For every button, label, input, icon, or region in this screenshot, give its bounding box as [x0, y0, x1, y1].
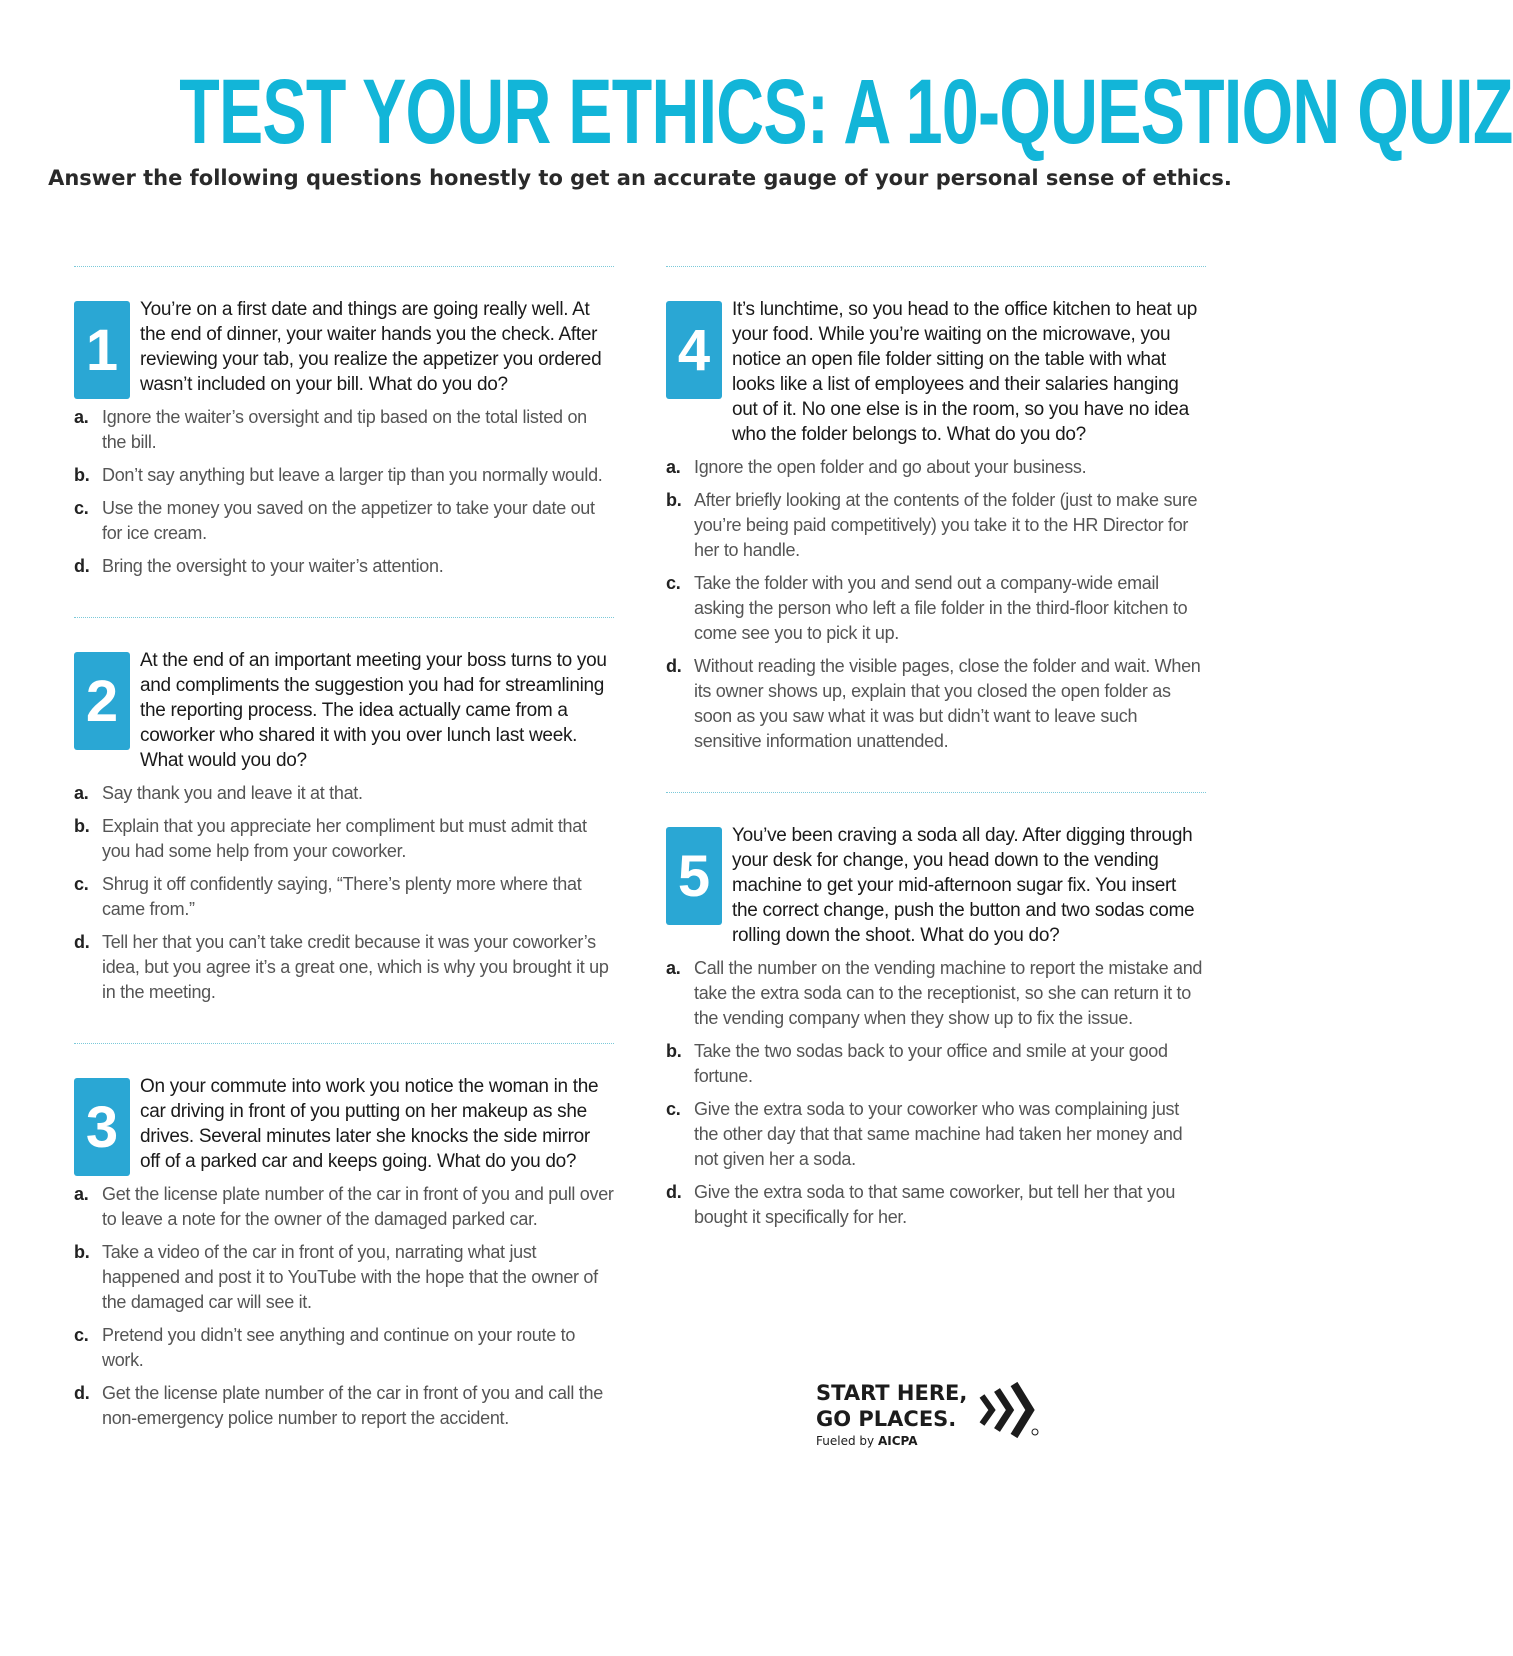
question-4 — [666, 267, 1206, 792]
chevrons-right-icon — [980, 1380, 1042, 1440]
answer-option — [74, 1182, 614, 1232]
answer-text: Take a video of the car in front of you, narrating what just happened and post it to YouTube with the hope that the owner of the damaged car will see it. — [102, 1242, 598, 1312]
answer-option — [74, 1323, 614, 1373]
answer-option — [666, 488, 1206, 563]
question-text: At the end of an important meeting your boss turns to you and compliments the suggestion you had for streamlining the reporting process. The idea actually came from a coworker who shared it with you over lunch last week. What would you do? — [140, 650, 607, 771]
answer-letter: b. — [74, 816, 90, 836]
answer-option — [74, 554, 614, 579]
answer-text: Give the extra soda to your coworker who was complaining just the other day that that same machine had taken her money and not given her a soda. — [694, 1099, 1183, 1169]
answer-list — [666, 455, 1206, 754]
answer-text: Bring the oversight to your waiter’s attention. — [102, 556, 444, 576]
answer-letter: a. — [74, 783, 89, 803]
question-1 — [74, 267, 614, 617]
answer-letter: c. — [666, 1099, 681, 1119]
question-text: On your commute into work you notice the woman in the car driving in front of you putting on her makeup as she drives. Several minutes later she knocks the side mirror off of a parked car and keeps going. What do you do? — [140, 1076, 599, 1172]
question-text: You’re on a first date and things are going really well. At the end of dinner, your waiter hands you the check. After reviewing your tab, you realize the appetizer you ordered wasn’t included on your bill. What do you do? — [140, 299, 602, 395]
answer-option — [74, 463, 614, 488]
quiz-subtitle: Answer the following questions honestly to get an accurate gauge of your personal sense of ethics. — [48, 166, 1232, 190]
answer-text: Without reading the visible pages, close the folder and wait. When its owner shows up, explain that you closed the open folder as soon as you saw what it was but didn’t want to leave such sensitive information unattended. — [694, 656, 1201, 751]
answer-option — [74, 930, 614, 1005]
answer-option — [666, 1097, 1206, 1172]
answer-text: Use the money you saved on the appetizer to take your date out for ice cream. — [102, 498, 595, 543]
answer-letter: c. — [666, 573, 681, 593]
answer-text: Tell her that you can’t take credit because it was your coworker’s idea, but you agree it’s a great one, which is why you brought it up in the meeting. — [102, 932, 609, 1002]
answer-option — [74, 1381, 614, 1431]
question-number-badge: 5 — [666, 827, 722, 925]
answer-option — [74, 814, 614, 864]
answer-text: Get the license plate number of the car in front of you and pull over to leave a note for the owner of the damaged parked car. — [102, 1184, 614, 1229]
right-column — [666, 266, 1206, 1268]
answer-option — [666, 1180, 1206, 1230]
answer-text: Take the two sodas back to your office and smile at your good fortune. — [694, 1041, 1168, 1086]
answer-letter: a. — [666, 958, 681, 978]
answer-text: Shrug it off confidently saying, “There’s plenty more where that came from.” — [102, 874, 582, 919]
answer-letter: b. — [666, 1041, 682, 1061]
question-number-badge: 3 — [74, 1078, 130, 1176]
answer-text: Pretend you didn’t see anything and continue on your route to work. — [102, 1325, 576, 1370]
answer-letter: a. — [666, 457, 681, 477]
answer-text: Ignore the waiter’s oversight and tip based on the total listed on the bill. — [102, 407, 587, 452]
answer-option — [74, 781, 614, 806]
answer-option — [74, 496, 614, 546]
answer-letter: c. — [74, 874, 89, 894]
answer-list — [74, 405, 614, 579]
answer-letter: b. — [666, 490, 682, 510]
answer-option — [666, 654, 1206, 754]
answer-letter: d. — [74, 932, 90, 952]
answer-text: Take the folder with you and send out a company-wide email asking the person who left a file folder in the third-floor kitchen to come see you to pick it up. — [694, 573, 1188, 643]
answer-text: Don’t say anything but leave a larger tip than you normally would. — [102, 465, 603, 485]
answer-text: Give the extra soda to that same coworker, but tell her that you bought it specifically for her. — [694, 1182, 1176, 1227]
answer-option — [74, 872, 614, 922]
question-5 — [666, 793, 1206, 1268]
answer-list — [74, 1182, 614, 1431]
answer-option — [74, 1240, 614, 1315]
question-number-badge: 2 — [74, 652, 130, 750]
answer-option — [666, 571, 1206, 646]
answer-text: Call the number on the vending machine to report the mistake and take the extra soda can to the receptionist, so she can return it to the vending company when they show up to fix the issue. — [694, 958, 1203, 1028]
answer-letter: c. — [74, 498, 89, 518]
quiz-title: TEST YOUR ETHICS: A 10-QUESTION QUIZ — [179, 61, 1513, 163]
fueled-by-text: Fueled by — [816, 1434, 875, 1448]
question-text: It’s lunchtime, so you head to the office kitchen to heat up your food. While you’re waiting on the microwave, you notice an open file folder sitting on the table with what looks like a list of employees and their salaries hanging out of it. No one else is in the room, so you have no idea who the folder belongs to. What do you do? — [732, 299, 1198, 445]
answer-option — [666, 956, 1206, 1031]
answer-letter: d. — [666, 656, 682, 676]
answer-letter: d. — [74, 1383, 90, 1403]
left-column — [74, 266, 614, 1469]
logo-line-2: GO PLACES. — [816, 1407, 957, 1431]
aicpa-logo — [816, 1380, 1046, 1460]
question-text: You’ve been craving a soda all day. After digging through your desk for change, you head down to the vending machine to get your mid-afternoon sugar fix. You insert the correct change, push the button and two sodas come rolling down the shoot. What do you do? — [732, 825, 1195, 946]
answer-text: Explain that you appreciate her compliment but must admit that you had some help from your coworker. — [102, 816, 587, 861]
answer-option — [666, 455, 1206, 480]
answer-letter: d. — [666, 1182, 682, 1202]
answer-text: After briefly looking at the contents of the folder (just to make sure you’re being paid competitively) you take it to the HR Director for her to handle. — [694, 490, 1198, 560]
answer-text: Say thank you and leave it at that. — [102, 783, 363, 803]
answer-letter: b. — [74, 1242, 90, 1262]
question-number-badge: 4 — [666, 301, 722, 399]
question-2 — [74, 618, 614, 1043]
logo-line-1: START HERE, — [816, 1381, 968, 1405]
answer-list — [666, 956, 1206, 1230]
answer-letter: a. — [74, 407, 89, 427]
answer-letter: b. — [74, 465, 90, 485]
answer-option — [74, 405, 614, 455]
question-3 — [74, 1044, 614, 1469]
answer-text: Ignore the open folder and go about your business. — [694, 457, 1087, 477]
question-number-badge: 1 — [74, 301, 130, 399]
answer-letter: c. — [74, 1325, 89, 1345]
logo-brand: AICPA — [877, 1434, 918, 1448]
answer-text: Get the license plate number of the car in front of you and call the non-emergency police number to report the accident. — [102, 1383, 603, 1428]
answer-letter: d. — [74, 556, 90, 576]
answer-option — [666, 1039, 1206, 1089]
answer-letter: a. — [74, 1184, 89, 1204]
answer-list — [74, 781, 614, 1005]
